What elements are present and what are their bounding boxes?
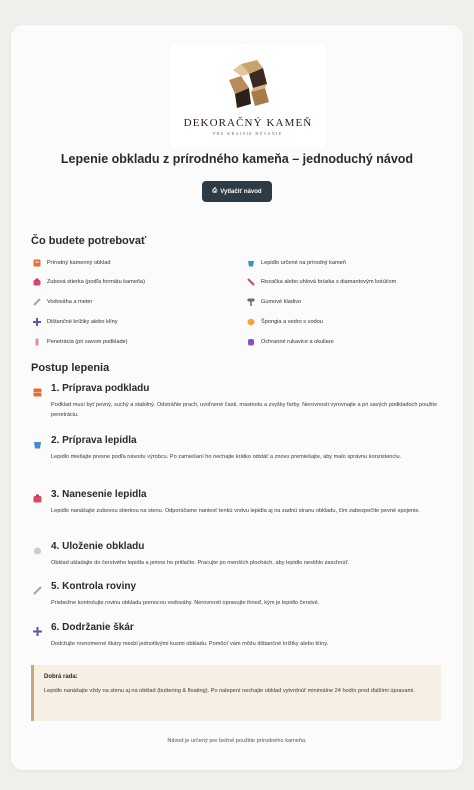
step-text: Lepidlo nanášajte zubovou stierkou na stenu. Odporúčame naniesť tenkú vrstvu lepidla aj na zadnú stranu obkladu, čím zabezpečíte pevné spojenie. (51, 508, 421, 514)
step-title: 4. Uloženie obkladu (51, 541, 145, 552)
ruler-icon (33, 586, 42, 595)
cross-icon (33, 318, 41, 326)
material-item: Prírodný kamenný obklad (33, 259, 110, 267)
step-title: 6. Dodržanie škár (51, 622, 134, 633)
print-button-label: Vytlačiť návod (220, 188, 262, 195)
material-item: Rezačka alebo uhlová brúska s diamantovým kotúčom (247, 278, 396, 286)
print-button[interactable] (202, 181, 272, 202)
material-item: Zubová stierka (podľa formátu kameňa) (33, 278, 145, 286)
step-text: Lepidlo miešajte presne podľa návodu výrobcu. Po zamiešaní ho nechajte krátko odstáť a znovu premiešajte, aby malo správnu konzistenciu. (51, 454, 402, 460)
footer-note: Návod je určený pre bežné použitie prírodného kameňa. (167, 738, 307, 744)
step-text: Dodržujte rovnomerné škáry medzi jednotlivými kusmi obkladu. Pomôcť vám môžu dištančné krížiky alebo klíny. (51, 641, 329, 647)
material-item: Lepidlo určené na prírodný kameň (247, 259, 346, 267)
bucket-icon (33, 440, 42, 449)
stone-icon (33, 259, 41, 267)
step-text: Priebežne kontrolujte rovinu obkladu pomocou vodováhy. Nerovnosti opravujte ihneď, kým je lepidlo čerstvé. (51, 600, 320, 606)
tip-title: Dobrá rada: (44, 674, 78, 680)
step-title: 5. Kontrola roviny (51, 581, 137, 592)
tube-icon (33, 338, 41, 346)
step-title: 1. Príprava podkladu (51, 383, 150, 394)
cross-icon (33, 627, 42, 636)
step-text: Podklad musí byť pevný, suchý a stabilný. Odstráňte prach, uvoľnené časti, mastnotu a zvyšky farby. Nerovnosti vyrovnajte a pri savých podkladoch použite penetráciu. (51, 402, 438, 418)
material-item: Penetrácia (pri savom podklade) (33, 338, 128, 346)
knife-icon (247, 278, 255, 286)
materials-heading: Čo budete potrebovať (31, 235, 147, 247)
steps-heading: Postup lepenia (31, 362, 110, 374)
instruction-card (11, 25, 463, 770)
trowel-icon (33, 278, 41, 286)
ruler-icon (33, 298, 41, 306)
brand-logo (171, 44, 325, 148)
brand-name: DEKORAČNÝ KAMEŇ (183, 117, 313, 129)
sponge-icon (247, 318, 255, 326)
page-title: Lepenie obkladu z prírodného kameňa – jednoduchý návod (60, 152, 414, 166)
hammer-icon (247, 298, 255, 306)
hand-icon (33, 546, 42, 555)
tip-box (31, 665, 441, 721)
material-item: Ochranné rukavice a okuliare (247, 338, 334, 346)
bucket-icon (247, 259, 255, 267)
brick-icon (33, 388, 42, 397)
step-title: 2. Príprava lepidla (51, 435, 137, 446)
step-title: 3. Nanesenie lepidla (51, 489, 147, 500)
material-item: Gumové kladivo (247, 298, 301, 306)
step-text: Obklad ukladajte do čerstvého lepidla a jemne ho pritlačte. Pracujte po menších plochách, aby lepidlo nestihlo zaschnúť. (51, 560, 350, 566)
material-item: Špongia a vedro s vodou (247, 318, 323, 326)
trowel-icon (33, 494, 42, 503)
gloves-icon (247, 338, 255, 346)
material-item: Dištančné krížiky alebo klíny (33, 318, 118, 326)
brand-tagline: PRE KRAJŠIE BÝVANIE (213, 131, 283, 136)
stone-logo-icon (221, 58, 275, 114)
printer-icon: ⎙ (212, 188, 218, 194)
tip-text: Lepidlo nanášajte vždy na stenu aj na obklad (buttering & floating). Po nalepení nechajte obklad vytvrdnúť minimálne 24 hodín pred ďalšími úpravami. (44, 688, 415, 694)
material-item: Vodováha a meter (33, 298, 92, 306)
